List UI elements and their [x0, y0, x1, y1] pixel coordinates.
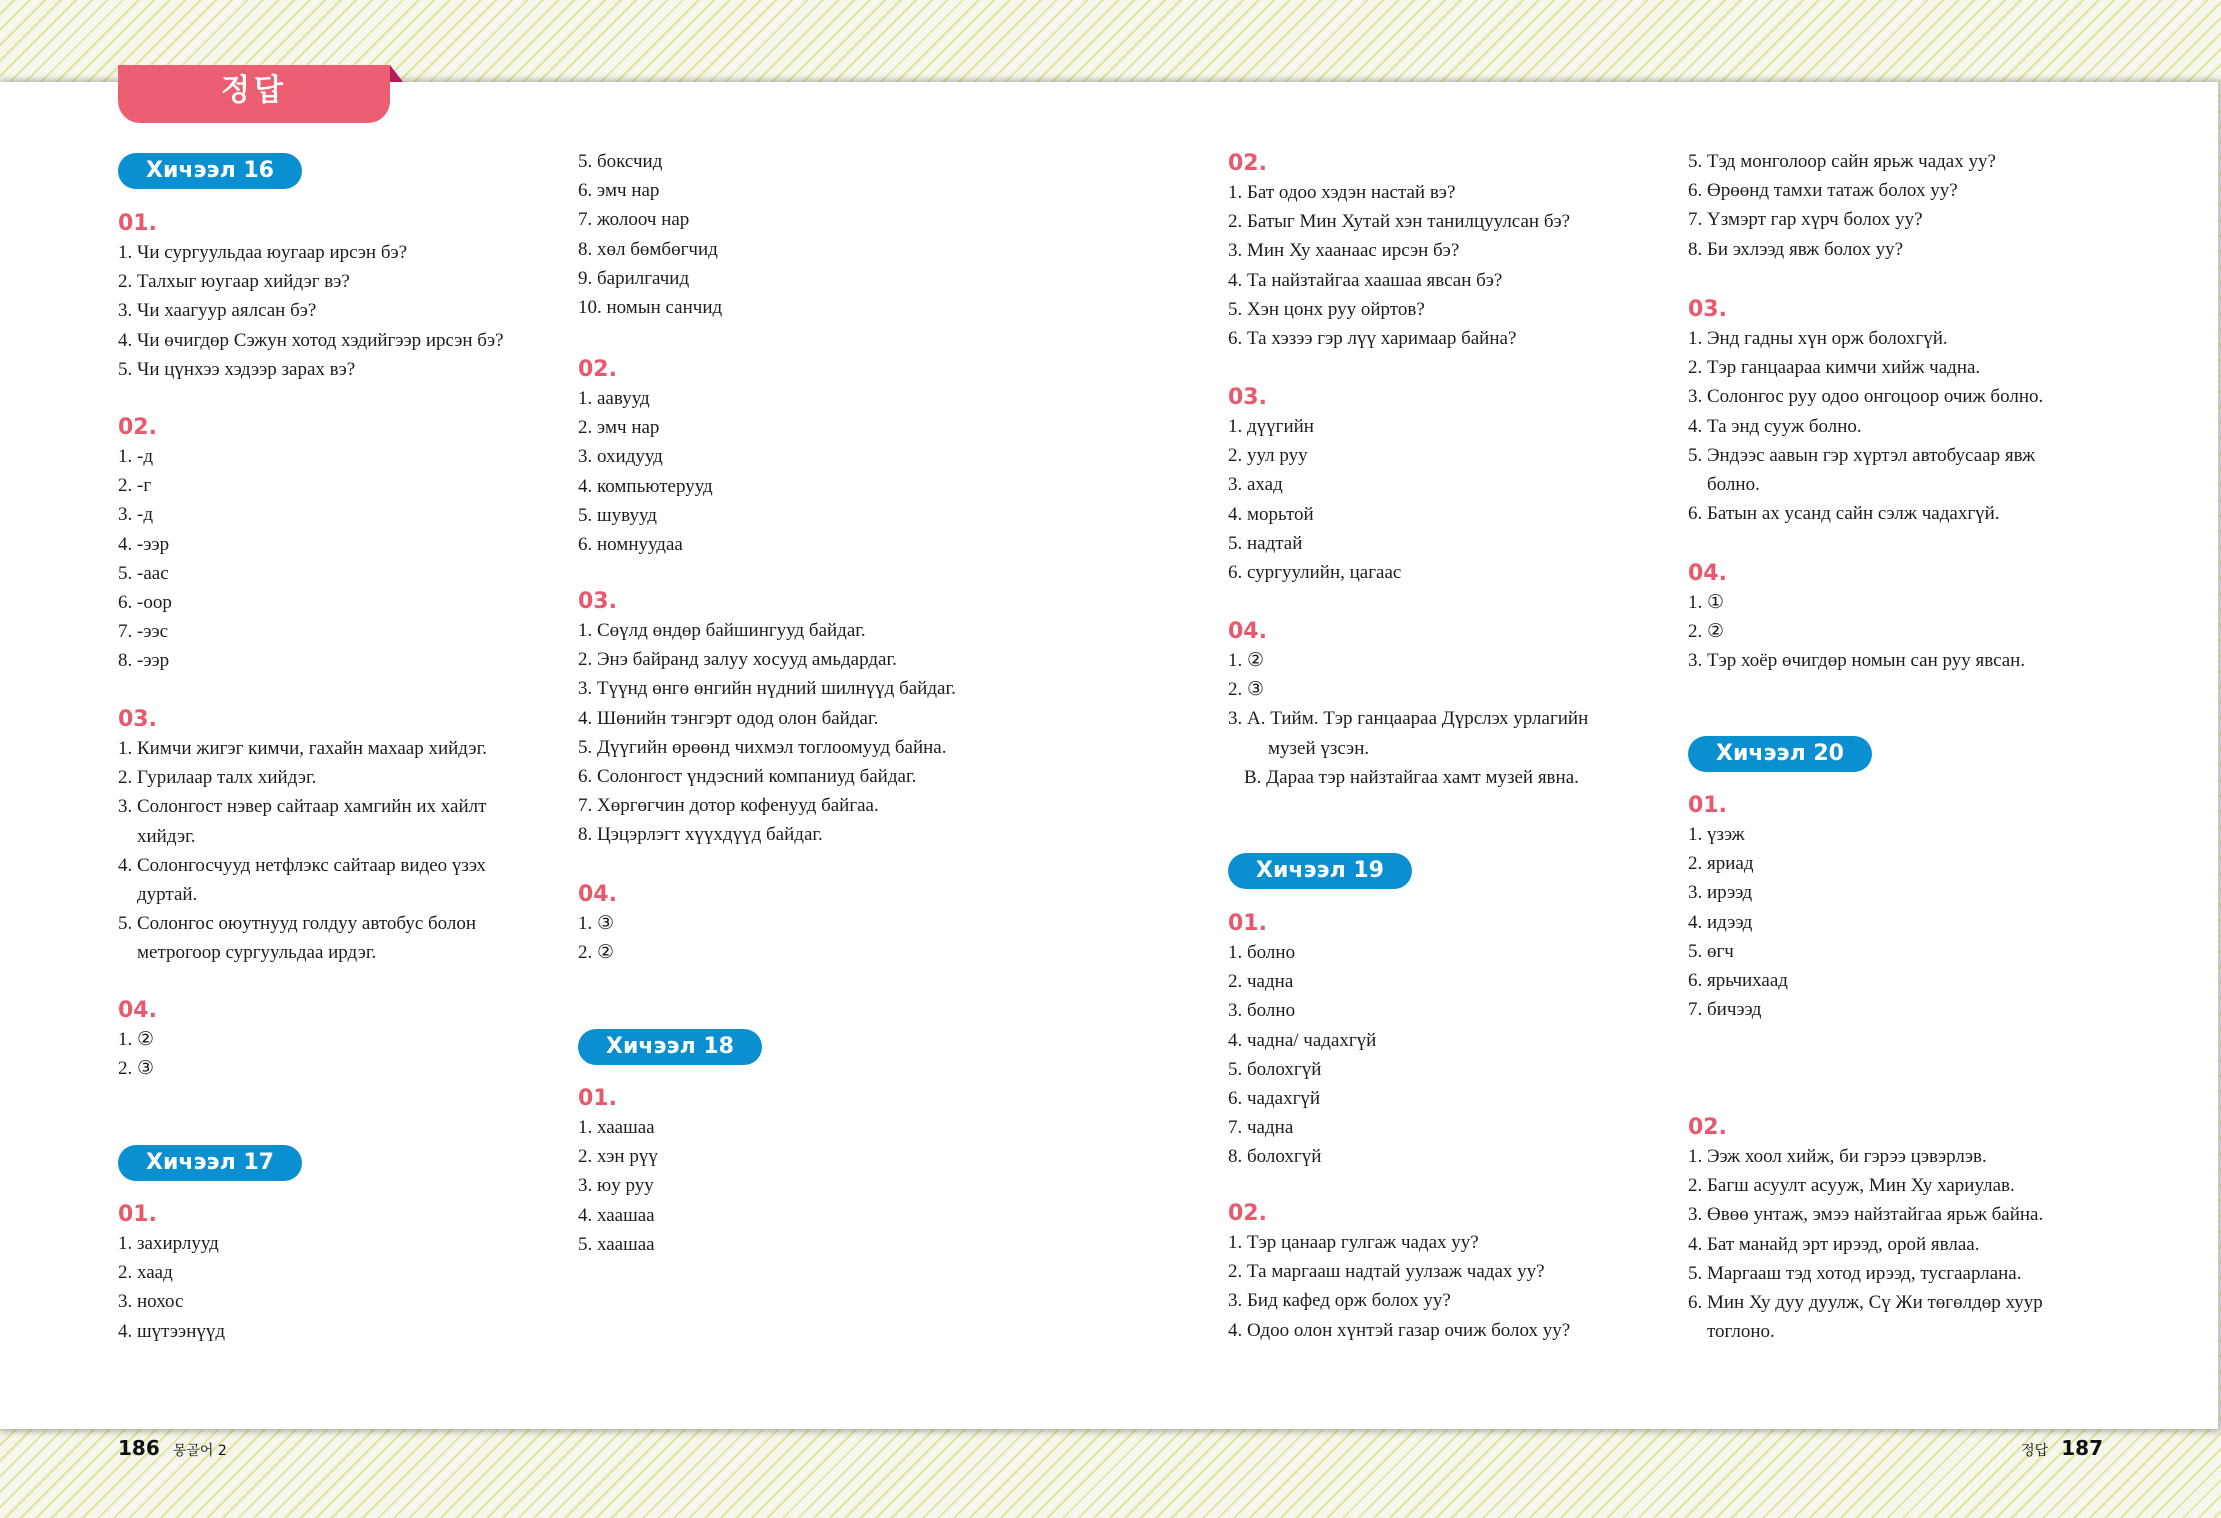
- answer-item: болно.: [1707, 474, 1760, 496]
- answer-item: 4. Шөнийн тэнгэрт одод олон байдаг.: [578, 707, 879, 729]
- answer-item: 4. -ээр: [118, 533, 170, 555]
- answer-item: 1. Сөүлд өндөр байшингууд байдаг.: [578, 620, 866, 641]
- answer-item: 2. ②: [1688, 621, 1725, 643]
- lesson-block: [118, 153, 598, 189]
- answer-item: 3. Тэр хоёр өчигдөр номын сан руу явсан.: [1688, 650, 2026, 672]
- lesson-block: [118, 1145, 598, 1181]
- answer-item: 5. Дүүгийн өрөөнд чихмэл тоглоомууд байна.: [578, 736, 947, 758]
- answer-item: 10. номын санчид: [578, 297, 723, 319]
- exercise-number: 03.: [1688, 297, 1727, 322]
- answer-item: 4. идээд: [1688, 911, 1753, 933]
- answer-item: 6. ярьчихаад: [1688, 970, 1788, 992]
- answer-item: 3. Солонгос руу одоо онгоцоор очиж болно.: [1688, 386, 2044, 408]
- answer-item: 3. охидууд: [578, 446, 663, 468]
- answer-item: 3. ирээд: [1688, 882, 1753, 904]
- answer-item: 2. эмч нар: [578, 417, 660, 439]
- footer-left: [118, 1436, 235, 1460]
- answer-item: 5. -аас: [118, 562, 169, 584]
- answer-item: 6. Та хэзээ гэр лүү харимаар байна?: [1228, 328, 1517, 350]
- exercise-number: 02.: [1688, 1115, 1727, 1140]
- exercise-block: [1228, 618, 1708, 792]
- lesson-badge: Хичээл 18: [578, 1029, 762, 1065]
- answer-item: 1. Чи сургуульдаа юугаар ирсэн бэ?: [118, 242, 408, 263]
- answer-item: 1. аавууд: [578, 388, 650, 409]
- answer-item: 5. Эндээс аавын гэр хүртэл автобусаар явж: [1688, 444, 2036, 466]
- answer-item: 6. Солонгост үндэсний компаниуд байдаг.: [578, 766, 917, 788]
- answer-item: тоглоно.: [1707, 1321, 1775, 1343]
- answer-item: 4. чадна/ чадахгүй: [1228, 1029, 1377, 1051]
- answer-item: 1. -д: [118, 446, 153, 467]
- section-title: 정답: [2021, 1443, 2049, 1459]
- answer-item: 1. Бат одоо хэдэн настай вэ?: [1228, 182, 1456, 203]
- answer-item: 3. Мин Ху хаанаас ирсэн бэ?: [1228, 240, 1460, 262]
- answer-item: 1. захирлууд: [118, 1233, 219, 1254]
- answer-item: 2. Талхыг юугаар хийдэг вэ?: [118, 271, 350, 293]
- answer-item: 7. -ээс: [118, 621, 169, 643]
- answer-item: 2. хаад: [118, 1262, 173, 1284]
- answer-item: дуртай.: [137, 884, 198, 906]
- answer-item: 1. Тэр цанаар гулгаж чадах уу?: [1228, 1232, 1479, 1253]
- answer-item: 1. Кимчи жигэг кимчи, гахайн махаар хийдэг.: [118, 738, 487, 759]
- answer-item: 4. Солонгосчууд нетфлэкс сайтаар видео үзэх: [118, 854, 486, 876]
- answer-item: В. Дараа тэр найзтайгаа хамт музей явна.: [1244, 766, 1579, 788]
- exercise-number: 01.: [118, 211, 157, 236]
- exercise-number: 01.: [1228, 911, 1267, 936]
- lesson-badge: Хичээл 16: [118, 153, 302, 189]
- exercise-number: 02.: [1228, 1201, 1267, 1226]
- answer-item: 1. хаашаа: [578, 1117, 655, 1138]
- footer-right: [2013, 1436, 2103, 1460]
- exercise-block: [1688, 792, 2168, 1024]
- tab-fold-decoration: [390, 65, 403, 82]
- answer-item: 5. Тэд монголоор сайн ярьж чадах уу?: [1688, 151, 1996, 172]
- answer-item: 5. хаашаа: [578, 1233, 655, 1255]
- exercise-block: [118, 414, 598, 676]
- answer-item: 2. Батыг Мин Хутай хэн танилцуулсан бэ?: [1228, 211, 1571, 233]
- answer-item: 3. -д: [118, 504, 153, 526]
- answer-item: 2. яриад: [1688, 853, 1754, 875]
- exercise-block: [1228, 1200, 1708, 1345]
- answer-item: 1. ②: [1228, 650, 1265, 671]
- answer-item: 5. Солонгос оюутнууд голдуу автобус болон: [118, 913, 477, 935]
- answer-item: 6. номнуудаа: [578, 534, 683, 556]
- answer-item: 2. уул руу: [1228, 445, 1308, 467]
- answer-item: 3. болно: [1228, 1000, 1296, 1022]
- answer-item: 2. чадна: [1228, 971, 1294, 993]
- exercise-number: 01.: [1688, 793, 1727, 818]
- answer-item: 6. эмч нар: [578, 180, 660, 202]
- answer-item: 3. А. Тийм. Тэр ганцаараа Дүрслэх урлагийн: [1228, 708, 1589, 730]
- lesson-block: [1228, 853, 1708, 889]
- exercise-block: [118, 997, 598, 1083]
- answer-item: 2. Энэ байранд залуу хосууд амьдардаг.: [578, 649, 897, 671]
- answer-item: 2. ③: [1228, 679, 1265, 701]
- answer-item: 3. нохос: [118, 1291, 184, 1313]
- answer-item: 7. Хөргөгчин дотор кофенууд байгаа.: [578, 795, 879, 817]
- answers-tab: 정답: [118, 65, 390, 123]
- answer-item: 8. Цэцэрлэгт хүүхдүүд байдаг.: [578, 824, 823, 846]
- answer-item: 1. Ээж хоол хийж, би гэрээ цэвэрлэв.: [1688, 1146, 1987, 1167]
- answer-item: 7. жолооч нар: [578, 209, 690, 231]
- answer-item: 5. болохгүй: [1228, 1058, 1322, 1080]
- exercise-block: [1688, 560, 2168, 676]
- exercise-block: [578, 356, 1058, 559]
- answer-item: 4. Чи өчигдөр Сэжун хотод хэдийгээр ирсэн бэ?: [118, 329, 504, 351]
- exercise-number: 01.: [118, 1202, 157, 1227]
- answer-item: 6. сургуулийн, цагаас: [1228, 562, 1402, 584]
- answer-item: 2. Гурилаар талх хийдэг.: [118, 767, 317, 789]
- answer-item: 5. Маргааш тэд хотод ирээд, тусгаарлана.: [1688, 1262, 2022, 1284]
- answer-item: хийдэг.: [137, 825, 196, 847]
- answer-item: 8. -ээр: [118, 650, 170, 672]
- exercise-number: 02.: [1228, 151, 1267, 176]
- answer-item: 3. Түүнд өнгө өнгийн нүдний шилнүүд байдаг.: [578, 678, 956, 700]
- answer-item: 5. өгч: [1688, 940, 1734, 962]
- answer-item: музей үзсэн.: [1268, 737, 1370, 759]
- lesson-badge: Хичээл 17: [118, 1145, 302, 1181]
- answer-item: 3. ахад: [1228, 474, 1283, 496]
- answer-item: 1. Энд гадны хүн орж болохгүй.: [1688, 328, 1948, 349]
- exercise-number: 04.: [1228, 619, 1267, 644]
- lesson-block: [578, 1029, 1058, 1065]
- answer-item: 2. -г: [118, 475, 152, 497]
- page-number-right: 187: [2061, 1436, 2103, 1460]
- answer-item: 4. Та энд сууж болно.: [1688, 415, 1862, 437]
- answer-item: 5. надтай: [1228, 532, 1303, 554]
- answer-item: 4. Бат манайд эрт ирээд, орой явлаа.: [1688, 1233, 1980, 1255]
- answer-item: 8. болохгүй: [1228, 1146, 1322, 1168]
- answer-item: 4. Одоо олон хүнтэй газар очиж болох уу?: [1228, 1319, 1571, 1341]
- answer-item: 6. -оор: [118, 592, 172, 614]
- exercise-number: 03.: [1228, 385, 1267, 410]
- answer-item: 1. ③: [578, 913, 615, 934]
- exercise-block: [1228, 384, 1708, 587]
- answer-item: 4. Та найзтайгаа хаашаа явсан бэ?: [1228, 269, 1503, 291]
- answer-item: 2. Та маргааш надтай уулзаж чадах уу?: [1228, 1261, 1545, 1283]
- answer-item: 3. Чи хаагуур аялсан бэ?: [118, 300, 317, 322]
- exercise-block: [578, 881, 1058, 967]
- answer-item: 7. бичээд: [1688, 999, 1762, 1021]
- exercise-block: [1228, 910, 1708, 1172]
- exercise-number: 04.: [1688, 561, 1727, 586]
- lesson-badge: Хичээл 20: [1688, 736, 1872, 772]
- exercise-block: [1688, 147, 2168, 264]
- answer-item: 4. морьтой: [1228, 503, 1314, 525]
- answer-item: метрогоор сургуульдаа ирдэг.: [137, 942, 377, 964]
- answer-item: 5. Чи цүнхээ хэдээр зарах вэ?: [118, 358, 356, 380]
- answer-item: 2. хэн рүү: [578, 1146, 658, 1168]
- page-number-left: 186: [118, 1436, 160, 1460]
- lesson-badge: Хичээл 19: [1228, 853, 1412, 889]
- answer-item: 1. үзэж: [1688, 824, 1745, 845]
- exercise-number: 02.: [578, 357, 617, 382]
- exercise-block: [578, 1085, 1058, 1259]
- answer-item: 2. Тэр ганцаараа кимчи хийж чадна.: [1688, 357, 1981, 379]
- exercise-number: 02.: [118, 415, 157, 440]
- exercise-number: 03.: [578, 589, 617, 614]
- answer-item: 1. ①: [1688, 592, 1725, 613]
- answer-item: 7. Үзмэрт гар хүрч болох уу?: [1688, 209, 1923, 231]
- exercise-block: [578, 147, 1058, 322]
- answer-item: 6. Батын ах усанд сайн сэлж чадахгүй.: [1688, 503, 2000, 525]
- answer-item: 3. Солонгост нэвер сайтаар хамгийн их хайлт: [118, 796, 487, 818]
- answer-item: 6. Өрөөнд тамхи татаж болох уу?: [1688, 180, 1958, 202]
- exercise-block: [1228, 150, 1708, 353]
- answer-item: 7. чадна: [1228, 1117, 1294, 1139]
- answer-item: 2. ③: [118, 1058, 155, 1080]
- answer-item: 1. ②: [118, 1029, 155, 1050]
- exercise-number: 01.: [578, 1086, 617, 1111]
- answer-item: 1. болно: [1228, 942, 1296, 963]
- answer-item: 5. боксчид: [578, 151, 663, 172]
- exercise-number: 04.: [118, 998, 157, 1023]
- answer-item: 8. Би эхлээд явж болох уу?: [1688, 238, 1904, 260]
- answer-item: 3. Бид кафед орж болох уу?: [1228, 1290, 1451, 1312]
- answer-item: 4. хаашаа: [578, 1204, 655, 1226]
- exercise-number: 03.: [118, 707, 157, 732]
- exercise-block: [118, 1201, 598, 1346]
- exercise-block: [1688, 1114, 2168, 1346]
- exercise-block: [118, 210, 598, 384]
- answer-item: 1. дүүгийн: [1228, 416, 1314, 437]
- answer-item: 6. Мин Ху дуу дуулж, Сү Жи төгөлдөр хуур: [1688, 1292, 2043, 1314]
- answer-item: 5. Хэн цонх руу ойртов?: [1228, 298, 1425, 320]
- answer-item: 3. юу руу: [578, 1175, 654, 1197]
- answer-item: 2. Багш асуулт асууж, Мин Ху хариулав.: [1688, 1175, 2015, 1197]
- answer-item: 4. компьютерууд: [578, 475, 713, 497]
- exercise-block: [1688, 296, 2168, 528]
- book-title: 몽골어 2: [172, 1443, 227, 1459]
- answer-item: 6. чадахгүй: [1228, 1088, 1321, 1110]
- exercise-block: [578, 588, 1058, 850]
- answer-item: 8. хөл бөмбөгчид: [578, 238, 718, 260]
- answer-item: 4. шүтээнүүд: [118, 1320, 226, 1342]
- answer-item: 2. ②: [578, 942, 615, 964]
- lesson-block: [1688, 736, 2168, 772]
- answer-item: 3. Өвөө унтаж, эмээ найзтайгаа ярьж байна.: [1688, 1204, 2044, 1226]
- exercise-block: [118, 706, 598, 968]
- answer-item: 5. шувууд: [578, 504, 657, 526]
- answer-item: 9. барилгачид: [578, 267, 690, 289]
- exercise-number: 04.: [578, 882, 617, 907]
